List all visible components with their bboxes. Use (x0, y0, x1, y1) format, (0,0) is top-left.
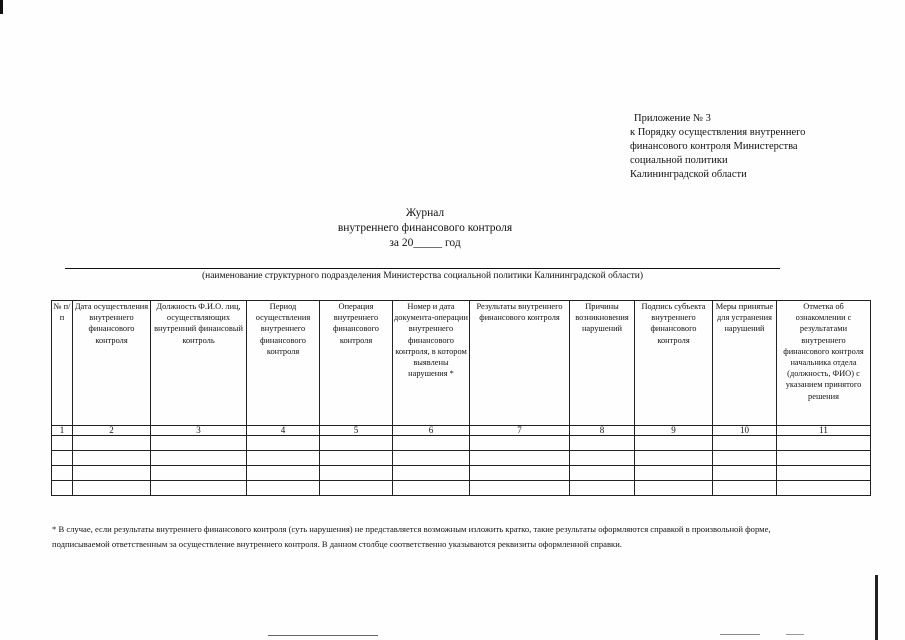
table-row (52, 451, 871, 466)
table-row (52, 466, 871, 481)
footnote-line: * В случае, если результаты внутреннего финансового контроля (суть нарушения) не представляется возможным изложить кратко, такие результаты оформляются справкой в произвольной форме, (52, 524, 771, 534)
empty-cell (151, 481, 247, 496)
year-suffix: год (442, 237, 461, 249)
empty-cell (777, 436, 871, 451)
unit-name-line (65, 268, 780, 269)
appendix-line: Калининградской области (630, 169, 747, 180)
column-number-cell: 4 (247, 426, 320, 436)
empty-cell (777, 481, 871, 496)
empty-cell (635, 451, 713, 466)
empty-cell (320, 436, 393, 451)
empty-cell (713, 481, 777, 496)
title-line: Журнал (405, 207, 445, 219)
column-number-cell: 11 (777, 426, 871, 436)
empty-cell (470, 466, 570, 481)
empty-cell (393, 451, 470, 466)
column-number-cell: 6 (393, 426, 470, 436)
header-cell: Отметка об ознакомлении с результатами внутреннего финансового контроля начальника отдела (должность, ФИО) с указанием принятого решения (777, 301, 871, 426)
column-number-row (52, 426, 871, 436)
empty-cell (52, 466, 73, 481)
empty-cell (777, 451, 871, 466)
empty-cell (320, 481, 393, 496)
empty-cell (151, 436, 247, 451)
empty-cell (635, 436, 713, 451)
year-prefix: за 20 (389, 237, 414, 249)
appendix-line: Приложение № 3 (634, 113, 711, 124)
table-header-row (52, 301, 871, 426)
empty-cell (713, 466, 777, 481)
empty-cell (713, 451, 777, 466)
empty-cell (73, 451, 151, 466)
empty-cell (393, 436, 470, 451)
header-cell: № п/п (52, 301, 73, 426)
header-cell: Подпись субъекта внутреннего финансового контроля (635, 301, 713, 426)
column-number-cell: 2 (73, 426, 151, 436)
empty-cell (320, 466, 393, 481)
column-number-cell: 8 (570, 426, 635, 436)
empty-cell (570, 451, 635, 466)
empty-cell (777, 466, 871, 481)
column-number-cell: 5 (320, 426, 393, 436)
empty-cell (247, 451, 320, 466)
empty-cell (320, 451, 393, 466)
title-year-line (280, 236, 570, 251)
scan-edge-mark (786, 634, 804, 635)
empty-cell (570, 466, 635, 481)
appendix-line: социальной политики (630, 155, 728, 166)
scan-edge-mark (720, 634, 760, 635)
column-number-cell: 10 (713, 426, 777, 436)
empty-cell (151, 466, 247, 481)
empty-cell (635, 481, 713, 496)
header-cell: Результаты внутреннего финансового контроля (470, 301, 570, 426)
empty-cell (470, 481, 570, 496)
footnote (52, 522, 872, 552)
footnote-line: подписываемой ответственным за осуществление внутреннего контроля. В данном столбце соответственно указываются реквизиты оформленной справки. (52, 539, 622, 549)
column-number-cell: 7 (470, 426, 570, 436)
empty-cell (570, 436, 635, 451)
header-cell: Дата осуществления внутреннего финансового контроля (73, 301, 151, 426)
empty-cell (52, 451, 73, 466)
scan-edge-mark (875, 575, 878, 640)
empty-cell (470, 436, 570, 451)
header-cell: Меры принятые для устранения нарушений (713, 301, 777, 426)
empty-cell (151, 451, 247, 466)
header-cell: Операция внутреннего финансового контроля (320, 301, 393, 426)
empty-cell (52, 436, 73, 451)
table-row (52, 436, 871, 451)
empty-cell (73, 466, 151, 481)
appendix-note (630, 112, 870, 182)
scan-edge-mark (0, 0, 3, 14)
appendix-line: финансового контроля Министерства (630, 141, 798, 152)
year-blank: _____ (413, 237, 443, 249)
empty-cell (570, 481, 635, 496)
column-number-cell: 1 (52, 426, 73, 436)
column-number-cell: 3 (151, 426, 247, 436)
title-line: внутреннего финансового контроля (337, 222, 513, 234)
empty-cell (713, 436, 777, 451)
table-row (52, 481, 871, 496)
unit-name-caption: (наименование структурного подразделения Министерства социальной политики Калининградской области) (201, 271, 644, 281)
empty-cell (393, 481, 470, 496)
appendix-line: к Порядку осуществления внутреннего (630, 127, 806, 138)
journal-table (51, 300, 871, 496)
empty-cell (470, 451, 570, 466)
empty-cell (73, 481, 151, 496)
empty-cell (52, 481, 73, 496)
scan-edge-mark (268, 635, 378, 636)
journal-title (280, 206, 570, 251)
header-cell: Причины возникновения нарушений (570, 301, 635, 426)
empty-cell (393, 466, 470, 481)
empty-cell (635, 466, 713, 481)
empty-cell (247, 481, 320, 496)
header-cell: Номер и дата документа-операции внутреннего финансового контроля, в котором выявлены нарушения * (393, 301, 470, 426)
empty-cell (247, 436, 320, 451)
empty-cell (247, 466, 320, 481)
empty-cell (73, 436, 151, 451)
header-cell: Должность Ф.И.О. лиц, осуществляющих внутренний финансовый контроль (151, 301, 247, 426)
header-cell: Период осуществления внутреннего финансового контроля (247, 301, 320, 426)
column-number-cell: 9 (635, 426, 713, 436)
